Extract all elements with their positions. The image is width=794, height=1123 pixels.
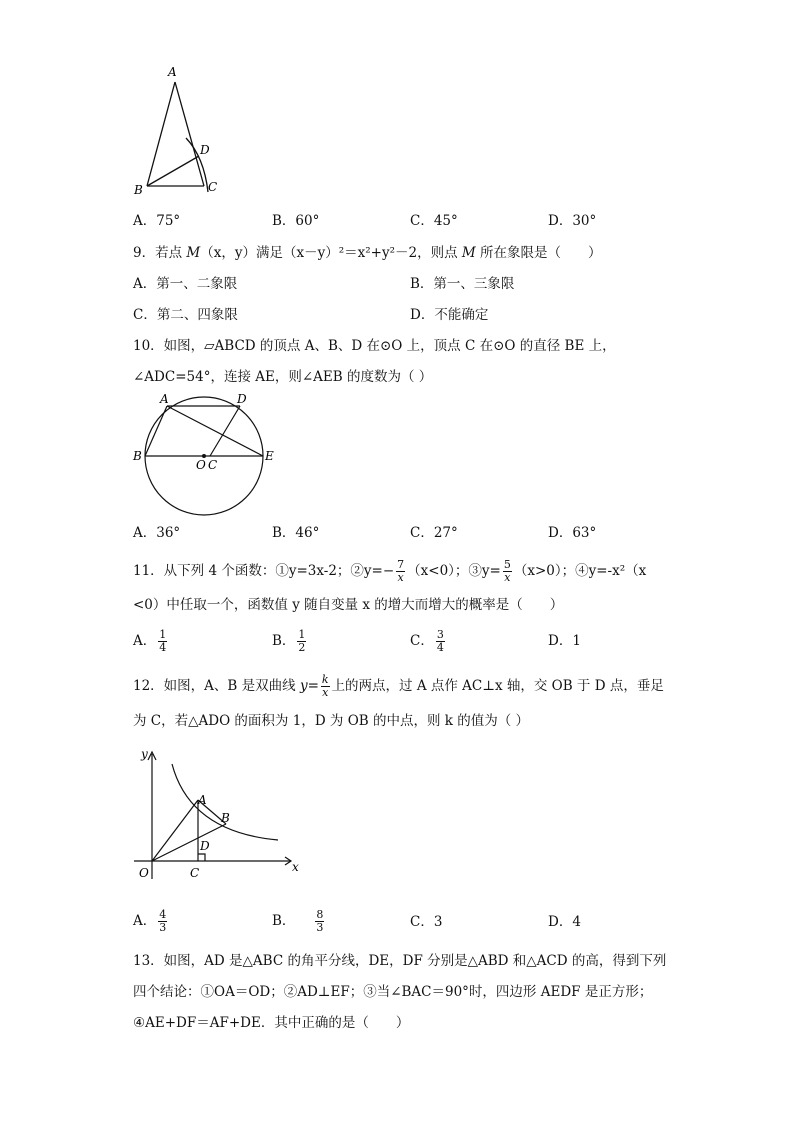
q9-text-4: 所在象限是（ ）	[475, 245, 602, 261]
q11-option-c	[410, 626, 447, 656]
q8-option-c: C．45°	[410, 213, 458, 229]
q10-label-D: D	[237, 392, 247, 406]
q11-fraction-2-den: x	[504, 571, 511, 584]
q12-label-B: B	[221, 811, 230, 825]
q12-fraction	[321, 674, 330, 699]
q9-text-3: ²＝x²+y²－2，则点	[338, 245, 462, 261]
q9-stem	[133, 244, 602, 262]
q8-option-d: D．30°	[548, 213, 597, 229]
q10-label-C: C	[208, 458, 218, 472]
q8-option-a: A．75°	[133, 213, 181, 229]
q11-option-b-label: B．	[272, 633, 296, 649]
q9-option-b: B．第一、三象限	[410, 276, 515, 292]
q12-option-b-num: 8	[316, 908, 324, 921]
q11-option-c-den: 4	[436, 641, 444, 654]
q10-label-E: E	[265, 449, 274, 463]
q10-option-b: B．46°	[272, 525, 320, 541]
q9-option-d: D．不能确定	[410, 307, 489, 323]
q12-fraction-num: k	[321, 673, 329, 686]
q8-label-D: D	[200, 143, 210, 157]
q11-option-a-fraction	[158, 629, 167, 654]
q10-option-a: A．36°	[133, 525, 181, 541]
q12-option-c: C．3	[410, 914, 443, 930]
q11-fraction-1-den: x	[397, 571, 404, 584]
q9-point-m: M	[186, 245, 201, 261]
q11-option-c-num: 3	[436, 628, 444, 641]
q12-hyperbola-figure	[130, 744, 310, 884]
q11-stem-line-1	[133, 558, 646, 584]
q8-label-A: A	[168, 65, 177, 79]
q12-text-2: 上的两点，过 A 点作 AC⊥x 轴，交 OB 于 D 点，垂足	[331, 678, 664, 694]
q11-fraction-1	[396, 559, 405, 584]
q12-stem-line-2: 为 C，若△ADO 的面积为 1，D 为 OB 的中点，则 k 的值为（ ）	[133, 713, 530, 729]
q11-option-b-fraction	[297, 629, 306, 654]
q12-text-1: 12．如图，A、B 是双曲线	[133, 678, 300, 694]
q12-label-O: O	[139, 866, 149, 880]
q11-option-d: D．1	[548, 633, 581, 649]
q11-option-c-fraction	[436, 629, 445, 654]
q10-label-A: A	[160, 392, 169, 406]
q11-fraction-1-num: 7	[397, 558, 405, 571]
q12-label-D: D	[200, 839, 210, 853]
q8-label-C: C	[208, 180, 218, 194]
q12-option-b-label: B．	[272, 913, 296, 929]
q12-label-y: y	[141, 747, 148, 761]
q11-option-a-num: 1	[159, 628, 167, 641]
q11-text-2: （x<0）；③y=	[407, 563, 501, 579]
q10-option-d: D．63°	[548, 525, 597, 541]
q10-stem-line-1: 10．如图，▱ABCD 的顶点 A、B、D 在⊙O 上，顶点 C 在⊙O 的直径 BE 上，	[133, 338, 616, 354]
q11-text-3: （x>0）；④y=-x²（x	[513, 563, 647, 579]
q9-point-m-2: M	[461, 245, 476, 261]
q9-option-a: A．第一、二象限	[133, 276, 238, 292]
q11-option-c-label: C．	[410, 633, 434, 649]
q13-stem-line-1: 13．如图，AD 是△ABC 的角平分线，DE，DF 分别是△ABD 和△ACD 的高，得到下列	[133, 953, 667, 969]
q12-option-b	[272, 906, 326, 936]
q9-option-c: C．第二、四象限	[133, 307, 238, 323]
q12-option-a-fraction	[158, 909, 167, 934]
q12-option-a-num: 4	[159, 908, 167, 921]
q11-stem-line-2: <0）中任取一个，函数值 y 随自变量 x 的增大而增大的概率是（ ）	[133, 597, 564, 613]
q12-option-b-fraction	[315, 909, 324, 934]
q10-label-O: O	[196, 458, 206, 472]
q8-triangle-figure	[130, 62, 230, 200]
q12-option-b-den: 3	[316, 921, 324, 934]
q12-label-x: x	[292, 860, 299, 874]
q11-text-1: 11．从下列 4 个函数：①y=3x-2；②y=−	[133, 563, 395, 579]
q11-fraction-2	[503, 559, 512, 584]
q9-text-1: 9．若点	[133, 245, 187, 261]
q10-stem-line-2: ∠ADC=54°，连接 AE，则∠AEB 的度数为（ ）	[133, 369, 433, 385]
q11-option-b	[272, 626, 308, 656]
q12-option-a	[133, 906, 169, 936]
q9-text-2: （x，y）满足（x－y）	[200, 245, 339, 261]
q12-label-C: C	[190, 866, 200, 880]
q11-option-a	[133, 626, 169, 656]
q11-option-b-den: 2	[298, 641, 306, 654]
q13-stem-line-3: ④AE+DF＝AF+DE．其中正确的是（ ）	[133, 1015, 410, 1031]
q13-stem-line-2: 四个结论：①OA＝OD；②AD⊥EF；③当∠BAC＝90°时，四边形 AEDF 是正方形；	[133, 984, 653, 1000]
q12-fraction-den: x	[322, 686, 329, 699]
q11-option-a-label: A．	[133, 633, 157, 649]
q12-equals: =	[307, 678, 319, 694]
q12-option-d: D．4	[548, 914, 581, 930]
q12-option-a-den: 3	[159, 921, 167, 934]
q10-option-c: C．27°	[410, 525, 458, 541]
q12-stem-line-1	[133, 672, 664, 700]
q12-label-A: A	[198, 793, 207, 807]
q11-option-b-num: 1	[298, 628, 306, 641]
q11-option-a-den: 4	[159, 641, 167, 654]
q12-option-a-label: A．	[133, 913, 157, 929]
q11-fraction-2-num: 5	[503, 558, 511, 571]
q8-option-b: B．60°	[272, 213, 320, 229]
q10-circle-figure	[130, 390, 280, 518]
q10-label-B: B	[133, 449, 142, 463]
q8-label-B: B	[134, 183, 143, 197]
q12-var-y: y	[299, 678, 308, 694]
